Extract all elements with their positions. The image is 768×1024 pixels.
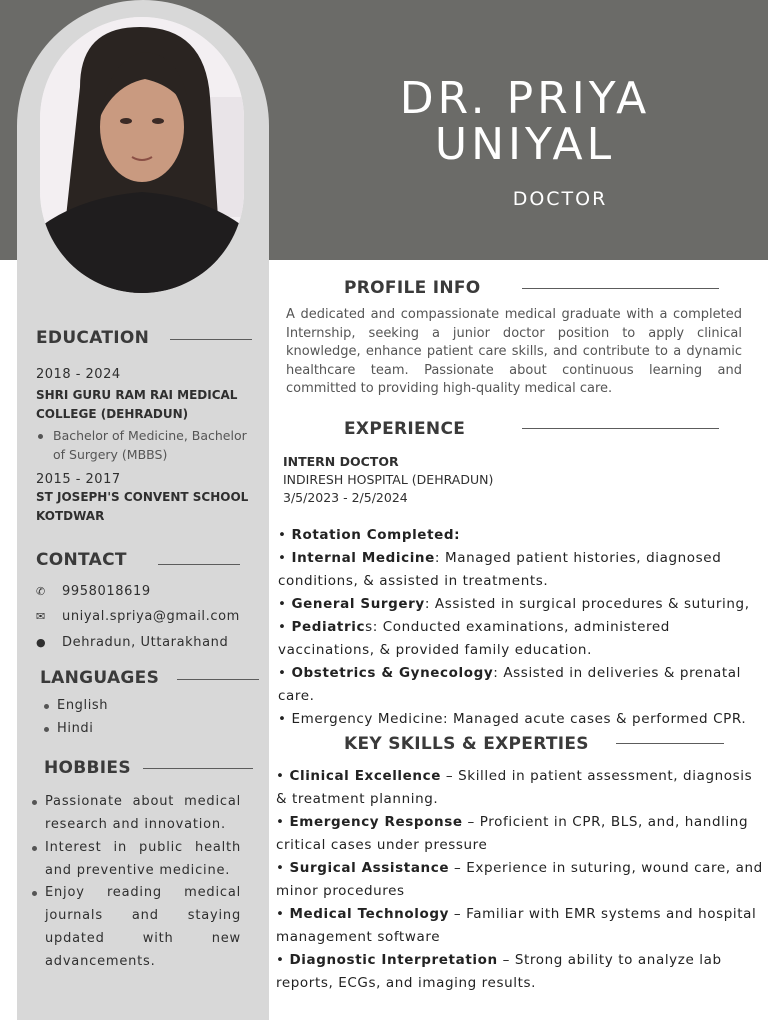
email-address: uniyal.spriya@gmail.com [62,609,240,624]
experience-dates: 3/5/2023 - 2/5/2024 [283,490,408,505]
skill-item: • Emergency Response – Proficient in CPR, BLS, and, handling critical cases under pressure [276,814,749,853]
name-line-2: UNIYAL [434,119,616,170]
skill-item: • Surgical Assistance – Experience in suturing, wound care, and minor procedures [276,860,763,899]
contact-rule [158,564,240,565]
experience-item: • General Surgery: Assisted in surgical procedures & suturing, [278,596,750,612]
bullet [44,704,49,709]
name-line-1: DR. PRIYA [399,73,651,124]
experience-item: • Internal Medicine: Managed patient histories, diagnosed conditions, & assisted in treatments. [278,550,722,589]
bullet [38,434,43,439]
experience-item: • Rotation Completed: [278,527,461,543]
bullet [32,846,37,851]
phone-icon: ✆ [36,585,46,598]
language-item: Hindi [57,721,94,736]
profile-rule [522,288,719,289]
experience-list [278,524,766,731]
location-pin-icon: ● [36,636,47,649]
bullet [44,727,49,732]
hobby-item: Passionate about medical research and innovation. [45,794,241,832]
bullet [32,891,37,896]
skills-heading: KEY SKILLS & EXPERTIES [344,734,589,754]
languages-rule [177,679,259,680]
job-title: DOCTOR [512,188,608,210]
experience-hospital: INDIRESH HOSPITAL (DEHRADUN) [283,472,494,487]
education-degree-1: Bachelor of Medicine, Bachelor of Surgery (MBBS) [53,428,247,462]
education-years-2: 2015 - 2017 [36,472,121,487]
experience-item: • Emergency Medicine: Managed acute cases & performed CPR. [278,711,747,727]
education-school-1: SHRI GURU RAM RAI MEDICAL COLLEGE (DEHRADUN) [36,388,238,421]
hobby-item: Enjoy reading medical journals and staying updated with new advancements. [45,885,241,969]
hobbies-rule [143,768,253,769]
experience-item: • Pediatrics: Conducted examinations, administered vaccinations, & provided family education. [278,619,670,658]
languages-heading: LANGUAGES [40,668,160,688]
contact-phone [36,584,151,599]
profile-summary: A dedicated and compassionate medical graduate with a completed Internship, seeking a junior doctor position to apply clinical knowledge, enhance patient care skills, and contribute to a dynamic healthcare team. Passionate about continuous learning and committed to providing high-quality medical care. [286,307,742,396]
skill-item: • Medical Technology – Familiar with EMR systems and hospital management software [276,906,757,945]
profile-heading: PROFILE INFO [344,278,481,298]
language-item: English [57,698,109,713]
bullet [32,800,37,805]
skill-item: • Diagnostic Interpretation – Strong ability to analyze lab reports, ECGs, and imaging results. [276,952,722,991]
phone-number: 9958018619 [62,584,151,599]
contact-email [36,609,240,624]
hobby-item: Interest in public health and preventive medicine. [45,840,241,878]
education-years-1: 2018 - 2024 [36,367,121,382]
location-text: Dehradun, Uttarakhand [62,635,229,650]
experience-role: INTERN DOCTOR [283,454,399,469]
education-rule [170,339,252,340]
skills-rule [616,743,724,744]
education-heading: EDUCATION [36,328,150,348]
experience-item: • Obstetrics & Gynecology: Assisted in deliveries & prenatal care. [278,665,741,704]
education-school-2: ST JOSEPH'S CONVENT SCHOOL KOTDWAR [36,490,249,523]
experience-rule [522,428,719,429]
profile-photo [40,17,244,293]
hobbies-heading: HOBBIES [44,758,131,778]
skills-list [276,765,764,995]
mail-icon: ✉ [36,610,46,623]
contact-heading: CONTACT [36,550,127,570]
experience-heading: EXPERIENCE [344,419,466,439]
skill-item: • Clinical Excellence – Skilled in patient assessment, diagnosis & treatment planning. [276,768,753,807]
portrait-illustration [40,17,244,293]
contact-location [36,635,228,650]
candidate-name [370,73,680,170]
